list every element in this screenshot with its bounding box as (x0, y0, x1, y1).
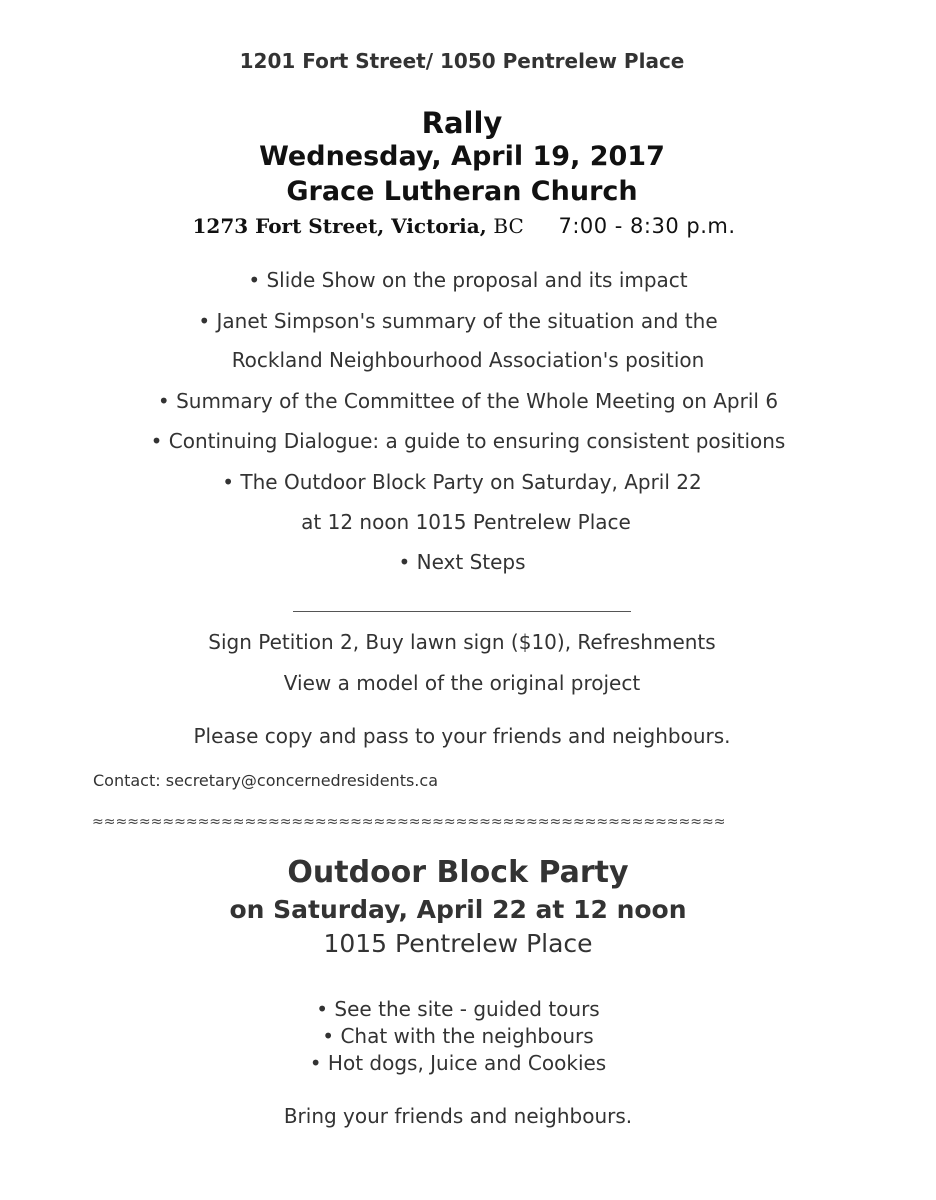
contact-email: Contact: secretary@concernedresidents.ca (93, 771, 438, 790)
rally-time: 7:00 - 8:30 p.m. (558, 214, 736, 238)
agenda-item-janet-simpson: • Janet Simpson's summary of the situation and the (198, 309, 718, 333)
extras-model: View a model of the original project (283, 671, 641, 695)
share-note: Please copy and pass to your friends and neighbours. (193, 724, 731, 748)
wave-separator: ≈≈≈≈≈≈≈≈≈≈≈≈≈≈≈≈≈≈≈≈≈≈≈≈≈≈≈≈≈≈≈≈≈≈≈≈≈≈≈≈≈≈≈≈≈≈≈≈≈≈≈≈≈≈ (92, 814, 726, 830)
block-party-when: on Saturday, April 22 at 12 noon (229, 895, 687, 924)
block-party-item-food: • Hot dogs, Juice and Cookies (309, 1051, 607, 1075)
agenda-item-block-party-time: at 12 noon 1015 Pentrelew Place (301, 510, 631, 534)
rally-date: Wednesday, April 19, 2017 (259, 141, 665, 172)
extras-petition: Sign Petition 2, Buy lawn sign ($10), Refreshments (208, 630, 716, 654)
agenda-item-rna-position: Rockland Neighbourhood Association's position (231, 348, 705, 372)
block-party-title: Outdoor Block Party (287, 855, 629, 890)
block-party-item-tours: • See the site - guided tours (316, 997, 600, 1021)
rally-address-row (0, 214, 932, 238)
agenda-item-committee-summary: • Summary of the Committee of the Whole Meeting on April 6 (157, 389, 779, 413)
rally-title: Rally (421, 106, 503, 140)
header-address: 1201 Fort Street/ 1050 Pentrelew Place (239, 49, 685, 73)
agenda-item-block-party: • The Outdoor Block Party on Saturday, April 22 (222, 470, 702, 494)
agenda-item-next-steps: • Next Steps (398, 550, 526, 574)
block-party-where: 1015 Pentrelew Place (323, 929, 593, 958)
block-party-closing: Bring your friends and neighbours. (283, 1104, 633, 1128)
agenda-item-slide-show: • Slide Show on the proposal and its impact (248, 268, 688, 292)
rally-street: 1273 Fort Street, Victoria, (192, 214, 487, 238)
rally-province: BC (493, 214, 524, 238)
agenda-item-continuing-dialogue: • Continuing Dialogue: a guide to ensuring consistent positions (150, 429, 786, 453)
block-party-item-chat: • Chat with the neighbours (322, 1024, 594, 1048)
rally-venue: Grace Lutheran Church (286, 176, 638, 207)
section-divider (293, 611, 631, 612)
